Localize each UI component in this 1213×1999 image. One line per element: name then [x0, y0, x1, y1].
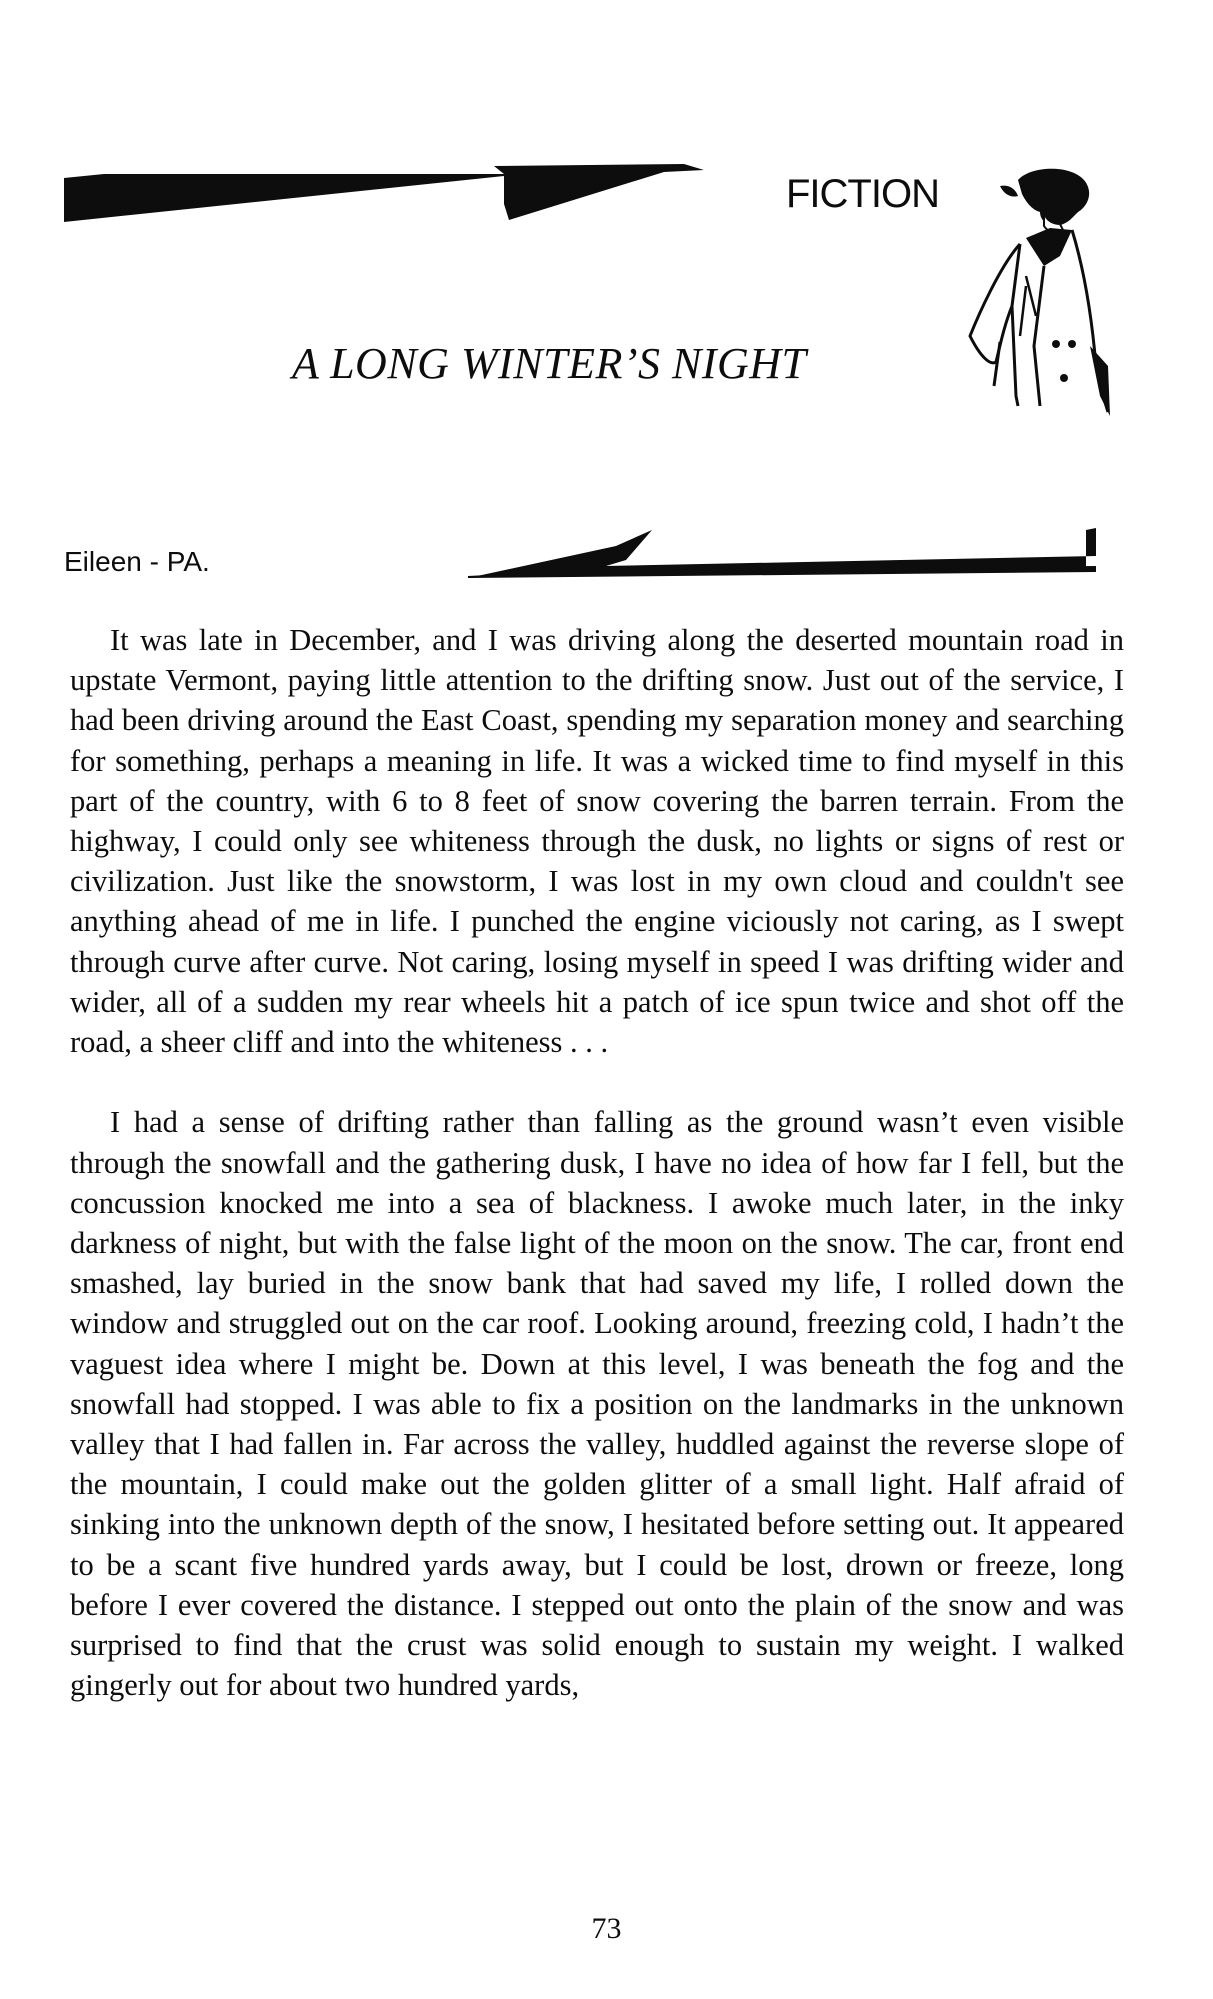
story-body: [70, 620, 1124, 1705]
woman-illustration-icon: [960, 166, 1110, 428]
story-title: A LONG WINTER’S NIGHT: [292, 339, 807, 388]
bottom-banner-icon: [466, 526, 1096, 582]
author-byline: Eileen - PA.: [64, 546, 210, 577]
story-paragraph: I had a sense of drifting rather than falling as the ground wasn’t even visible through the snowfall and the gathering dusk, I have no idea of how far I fell, but the concussion knocked me into a sea of blackness. I awoke much later, in the inky darkness of night, but with the false light of the moon on the snow. The car, front end smashed, lay buried in the snow bank that had saved my life, I rolled down the window and struggled out on the car roof. Looking around, freezing cold, I hadn’t the vaguest idea where I might be. Down at this level, I was beneath the fog and the snowfall had stopped. I was able to fix a position on the landmarks in the unknown valley that I had fallen in. Far across the valley, huddled against the reverse slope of the mountain, I could make out the golden glitter of a small light. Half afraid of sinking into the unknown depth of the snow, I hesitated before setting out. It appeared to be a scant five hundred yards away, but I could be lost, drown or freeze, long before I ever covered the distance. I stepped out onto the plain of the snow and was surprised to find that the crust was solid enough to sustain my weight. I walked gingerly out for about two hundred yards,: [70, 1105, 1124, 1703]
top-banner-icon: [64, 164, 704, 234]
section-label: FICTION: [786, 172, 939, 216]
story-paragraph: It was late in December, and I was driving along the deserted mountain road in upstate Vermont, paying little attention to the drifting snow. Just out of the service, I had been driving around the East Coast, spending my separation money and searching for something, perhaps a meaning in life. It was a wicked time to find myself in this part of the country, with 6 to 8 feet of snow covering the barren terrain. From the highway, I could only see whiteness through the dusk, no lights or signs of rest or civilization. Just like the snowstorm, I was lost in my own cloud and couldn't see anything ahead of me in life. I punched the engine viciously not caring, as I swept through curve after curve. Not caring, losing myself in speed I was drifting wider and wider, all of a sudden my rear wheels hit a patch of ice spun twice and shot off the road, a sheer cliff and into the whiteness . . .: [70, 623, 1124, 1060]
page-number: 73: [591, 1912, 622, 1945]
